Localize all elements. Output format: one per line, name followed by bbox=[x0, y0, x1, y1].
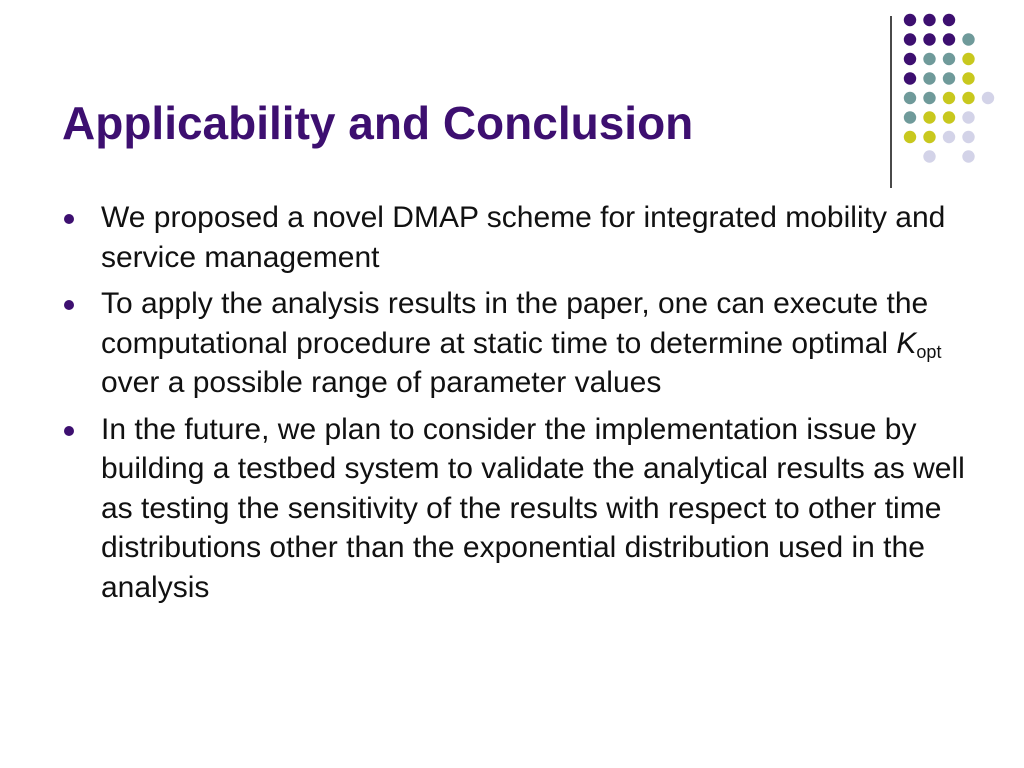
decorative-dot-grid bbox=[902, 12, 1012, 167]
decorative-dot bbox=[943, 92, 955, 104]
decorative-dot bbox=[904, 131, 916, 143]
decorative-dot bbox=[904, 92, 916, 104]
decorative-dot bbox=[962, 33, 974, 45]
bullet-list bbox=[60, 198, 980, 614]
bullet-item bbox=[60, 198, 980, 277]
bullet-text-before: To apply the analysis results in the paper, one can execute the computational procedure at static time to determine optimal bbox=[101, 287, 929, 360]
decorative-dot bbox=[943, 14, 955, 26]
decorative-dot bbox=[923, 111, 935, 123]
decorative-dot bbox=[962, 53, 974, 65]
bullet-dot-icon bbox=[64, 426, 74, 436]
variable-subscript: opt bbox=[916, 341, 942, 362]
bullet-item bbox=[60, 284, 980, 403]
decorative-dot bbox=[904, 14, 916, 26]
decorative-dot bbox=[943, 131, 955, 143]
decorative-dot bbox=[923, 72, 935, 84]
decorative-dot bbox=[943, 53, 955, 65]
decorative-dot bbox=[904, 72, 916, 84]
decorative-dot bbox=[943, 72, 955, 84]
decorative-dot bbox=[923, 53, 935, 65]
slide-title: Applicability and Conclusion bbox=[62, 97, 694, 149]
bullet-dot-icon bbox=[64, 300, 74, 310]
decorative-dot bbox=[923, 150, 935, 162]
decorative-dot bbox=[962, 131, 974, 143]
decorative-dot bbox=[943, 33, 955, 45]
bullet-text: We proposed a novel DMAP scheme for integrated mobility and service management bbox=[101, 201, 946, 274]
decorative-dot bbox=[904, 33, 916, 45]
decorative-dot bbox=[943, 111, 955, 123]
bullet-item bbox=[60, 410, 980, 608]
decorative-dot bbox=[904, 111, 916, 123]
bullet-dot-icon bbox=[64, 214, 74, 224]
variable-symbol: K bbox=[896, 326, 917, 360]
decorative-dot bbox=[962, 111, 974, 123]
decorative-dot bbox=[962, 72, 974, 84]
decorative-dot bbox=[982, 92, 994, 104]
decorative-dot bbox=[962, 92, 974, 104]
bullet-text: In the future, we plan to consider the implementation issue by building a testbed system to validate the analytical results as well as testing the sensitivity of the results with respect to other time distributions other than the exponential distribution used in the analysis bbox=[101, 412, 965, 604]
decorative-dot bbox=[923, 33, 935, 45]
vertical-divider bbox=[890, 16, 892, 188]
decorative-dot bbox=[904, 53, 916, 65]
decorative-dot bbox=[923, 92, 935, 104]
decorative-dot bbox=[923, 131, 935, 143]
decorative-dot bbox=[923, 14, 935, 26]
decorative-dot bbox=[962, 150, 974, 162]
bullet-text-after: over a possible range of parameter values bbox=[101, 366, 662, 399]
